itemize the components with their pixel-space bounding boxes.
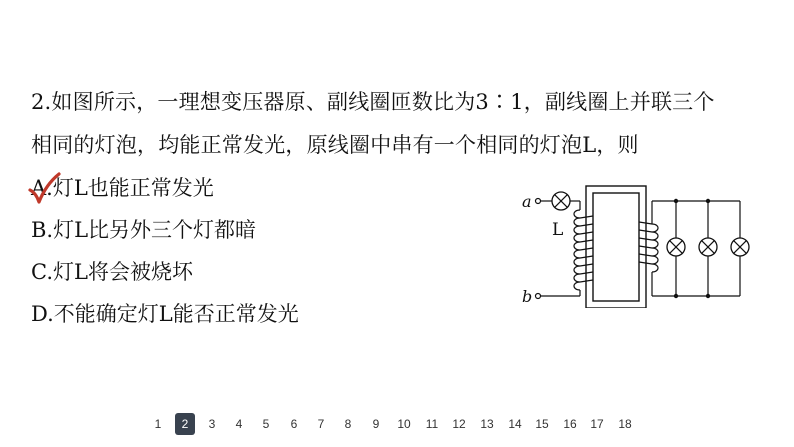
page-18-button[interactable]: 18 [618, 417, 632, 431]
page-9-button[interactable]: 9 [372, 417, 380, 431]
lamp-l-label: L [552, 220, 564, 240]
page-4-button[interactable]: 4 [235, 417, 243, 431]
secondary-coil-icon [639, 222, 658, 272]
page-17-button[interactable]: 17 [590, 417, 604, 431]
page-7-button[interactable]: 7 [317, 417, 325, 431]
question-text-line-1: 2.如图所示，一理想变压器原、副线圈匝数比为3∶1，副线圈上并联三个 [31, 90, 715, 114]
pagination [0, 414, 794, 434]
page-16-button[interactable]: 16 [563, 417, 577, 431]
terminal-b-dot [536, 294, 541, 299]
page-6-button[interactable]: 6 [290, 417, 298, 431]
page-14-button[interactable]: 14 [508, 417, 522, 431]
terminal-b-label: b [522, 287, 533, 306]
option-a[interactable]: A.灯L也能正常发光 [31, 176, 214, 200]
option-d[interactable]: D.不能确定灯L能否正常发光 [31, 302, 299, 326]
page-13-button[interactable]: 13 [480, 417, 494, 431]
option-c[interactable]: C.灯L将会被烧坏 [31, 260, 193, 284]
page-1-button[interactable]: 1 [154, 417, 162, 431]
lamp-3-icon [731, 238, 749, 256]
lamp-2-icon [699, 238, 717, 256]
option-b[interactable]: B.灯L比另外三个灯都暗 [31, 218, 257, 242]
page-5-button[interactable]: 5 [262, 417, 270, 431]
page-11-button[interactable]: 11 [425, 417, 439, 431]
page-8-button[interactable]: 8 [344, 417, 352, 431]
transformer-circuit-diagram [518, 180, 750, 308]
terminal-a-dot [536, 199, 541, 204]
transformer-core [586, 186, 646, 308]
page-3-button[interactable]: 3 [208, 417, 216, 431]
page-2-button[interactable]: 2 [175, 413, 195, 435]
lamp-l-icon [552, 192, 570, 210]
lamp-1-icon [667, 238, 685, 256]
page-12-button[interactable]: 12 [452, 417, 466, 431]
page-15-button[interactable]: 15 [535, 417, 549, 431]
page-10-button[interactable]: 10 [397, 417, 411, 431]
primary-coil-icon [574, 210, 593, 290]
question-text-line-2: 相同的灯泡，均能正常发光，原线圈中串有一个相同的灯泡L，则 [31, 133, 639, 157]
checkmark-icon [27, 172, 61, 206]
terminal-a-label: a [522, 192, 532, 211]
